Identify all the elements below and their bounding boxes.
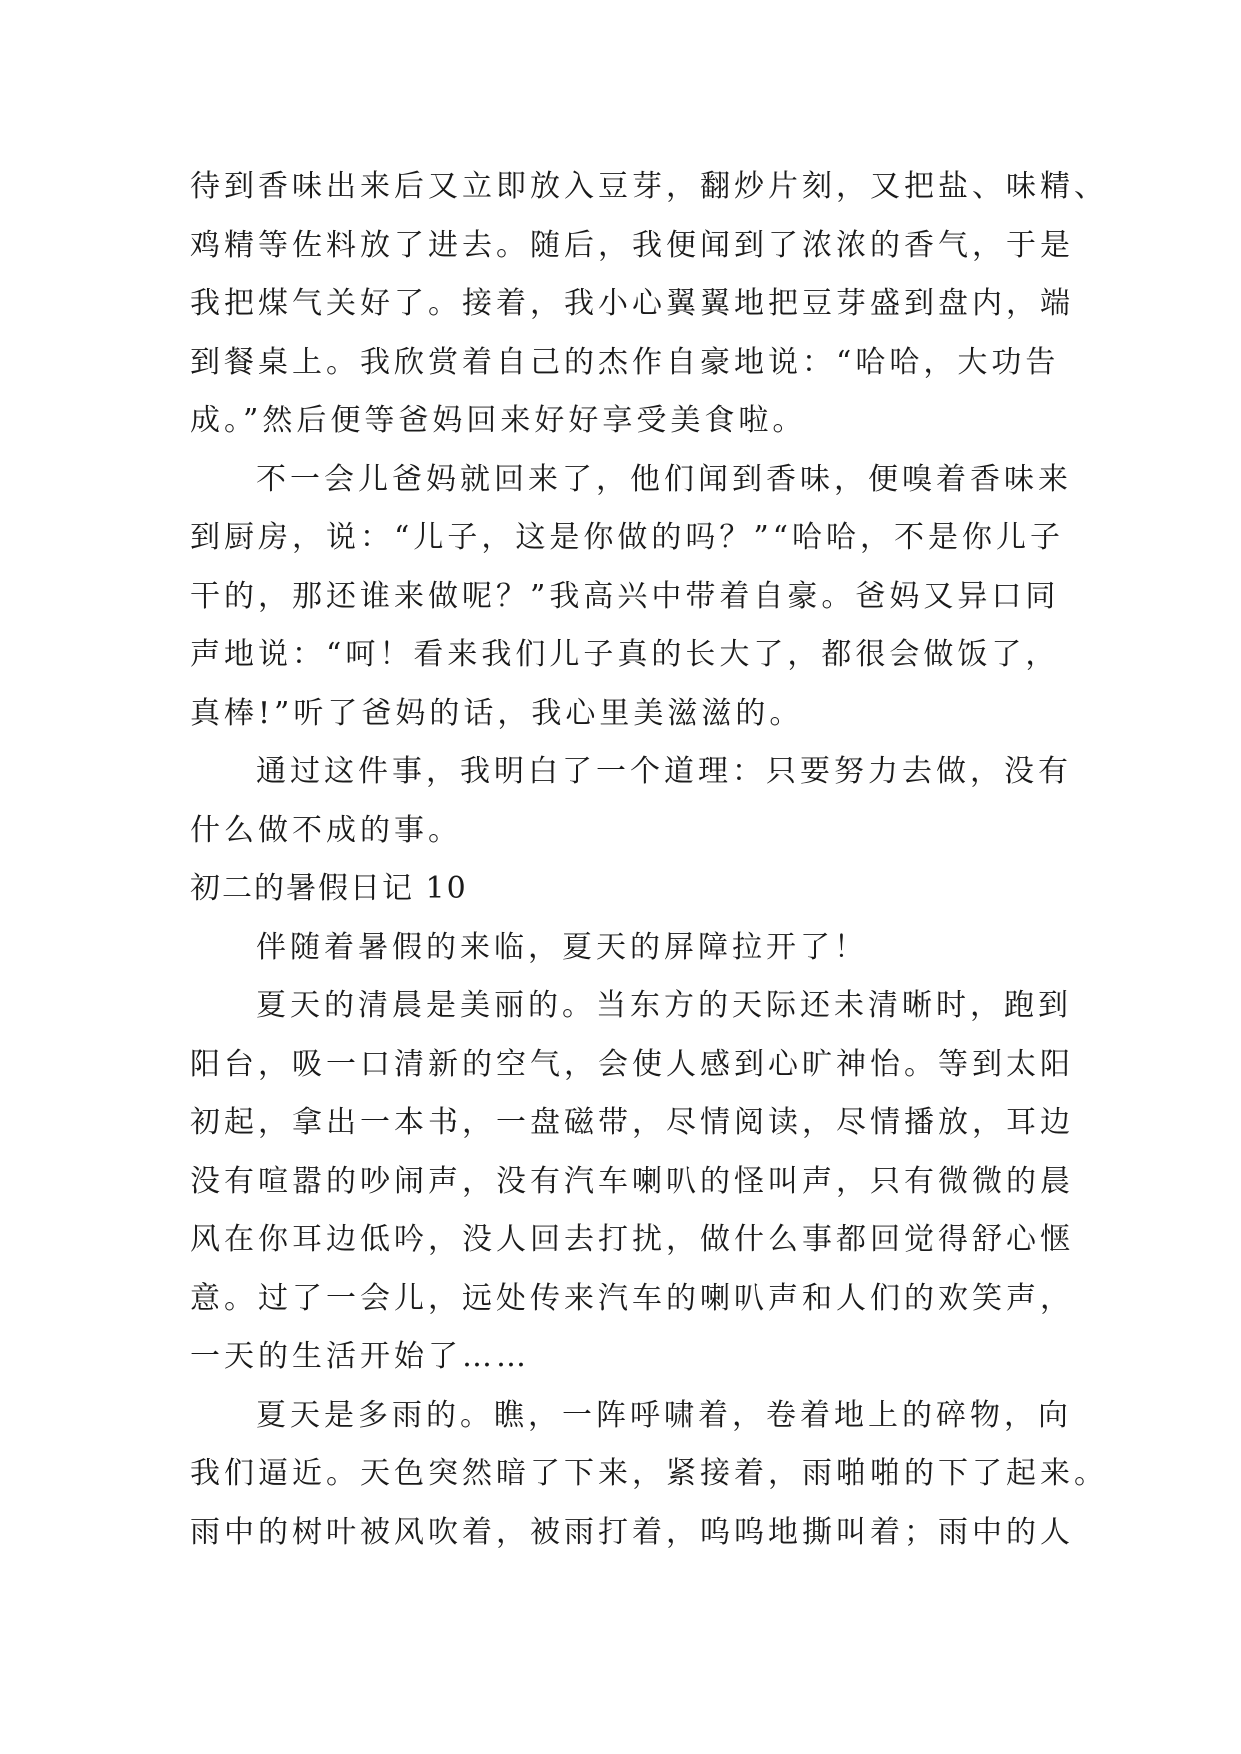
text-line: 风在你耳边低吟，没人回去打扰，做什么事都回觉得舒心惬	[190, 1222, 1074, 1257]
text-line: 我把煤气关好了。接着，我小心翼翼地把豆芽盛到盘内，端	[190, 286, 1074, 321]
text-line: 没有喧嚣的吵闹声，没有汽车喇叭的怪叫声，只有微微的晨	[190, 1163, 1074, 1199]
text-line: 夏天的清晨是美丽的。当东方的天际还未清晰时，跑到	[256, 988, 1072, 1023]
text-line: 初起，拿出一本书，一盘磁带，尽情阅读，尽情播放，耳边	[190, 1105, 1074, 1140]
text-line: 伴随着暑假的来临，夏天的屏障拉开了！	[256, 929, 868, 965]
text-line: 到餐桌上。我欣赏着自己的杰作自豪地说：“哈哈，大功告	[190, 344, 1060, 380]
text-line: 雨中的树叶被风吹着，被雨打着，呜呜地撕叫着；雨中的人	[190, 1514, 1074, 1550]
text-line: 一天的生活开始了……	[190, 1339, 530, 1374]
text-line: 到厨房，说：“儿子，这是你做的吗？”“哈哈，不是你儿子	[190, 520, 1065, 555]
text-line: 阳台，吸一口清新的空气，会使人感到心旷神怡。等到太阳	[190, 1046, 1074, 1082]
text-line: 成。”然后便等爸妈回来好好享受美食啦。	[190, 403, 807, 438]
text-line: 意。过了一会儿，远处传来汽车的喇叭声和人们的欢笑声，	[190, 1280, 1074, 1316]
document-body	[190, 158, 1108, 1562]
text-line: 夏天是多雨的。瞧，一阵呼啸着，卷着地上的碎物，向	[256, 1397, 1072, 1433]
text-line: 待到香味出来后又立即放入豆芽，翻炒片刻，又把盐、味精、	[190, 169, 1108, 204]
text-line: 不一会儿爸妈就回来了，他们闻到香味，便嗅着香味来	[256, 461, 1072, 497]
text-line: 什么做不成的事。	[190, 812, 462, 848]
text-line: 我们逼近。天色突然暗了下来，紧接着，雨啪啪的下了起来。	[190, 1456, 1108, 1491]
section-heading: 初二的暑假日记 10	[190, 871, 468, 906]
text-line: 真棒!”听了爸妈的话，我心里美滋滋的。	[190, 695, 804, 731]
text-line: 声地说：“呵！看来我们儿子真的长大了，都很会做饭了，	[190, 637, 1060, 672]
text-line: 干的，那还谁来做呢？”我高兴中带着自豪。爸妈又异口同	[190, 578, 1060, 614]
text-line: 通过这件事，我明白了一个道理：只要努力去做，没有	[256, 754, 1072, 789]
text-line: 鸡精等佐料放了进去。随后，我便闻到了浓浓的香气，于是	[190, 227, 1074, 263]
